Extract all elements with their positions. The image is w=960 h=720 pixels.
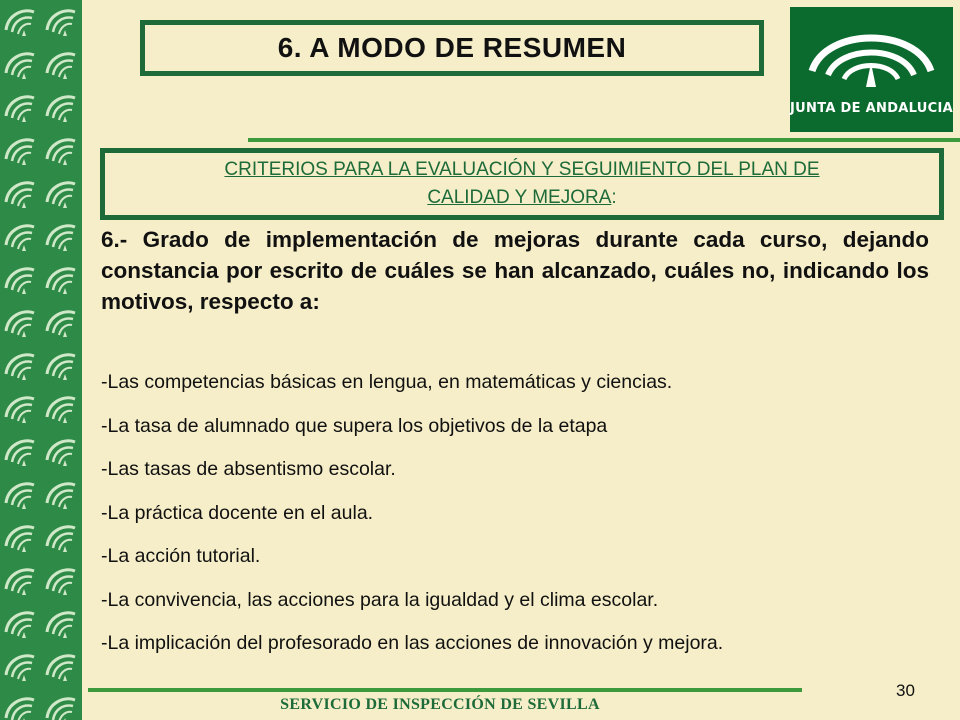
footer-text: SERVICIO DE INSPECCIÓN DE SEVILLA (280, 696, 600, 713)
criteria-box (100, 148, 944, 220)
list-item: -Las tasas de absentismo escolar. (101, 458, 396, 480)
list-item: -La implicación del profesorado en las acciones de innovación y mejora. (101, 632, 724, 654)
arch-pattern-icon (0, 0, 82, 720)
decorative-side-band (0, 0, 82, 720)
criteria-list (101, 367, 941, 672)
list-item: -Las competencias básicas en lengua, en matemáticas y ciencias. (101, 371, 673, 393)
criteria-line1: CRITERIOS PARA LA EVALUACIÓN Y SEGUIMIENTO DEL PLAN DE (224, 159, 820, 180)
list-item: -La tasa de alumnado que supera los objetivos de la etapa (101, 414, 608, 437)
junta-de-andalucia-logo (790, 7, 953, 132)
criteria-suffix: : (611, 187, 617, 208)
title-box (140, 20, 764, 76)
list-item: -La práctica docente en el aula. (101, 501, 374, 524)
page-number: 30 (896, 681, 915, 700)
divider-top (248, 138, 960, 142)
list-item: -La convivencia, las acciones para la igualdad y el clima escolar. (101, 588, 659, 611)
criteria-line2: CALIDAD Y MEJORA (427, 187, 612, 208)
section-heading: 6.- Grado de implementación de mejoras durante cada curso, dejando constancia por escrito de cuáles se han alcanzado, cuáles no, indicando los motivos, respecto a: (101, 227, 929, 314)
divider-bottom (88, 688, 802, 692)
page-title: 6. A MODO DE RESUMEN (277, 32, 627, 63)
list-item: -La acción tutorial. (101, 545, 261, 567)
logo-text: JUNTA DE ANDALUCIA (790, 101, 953, 116)
